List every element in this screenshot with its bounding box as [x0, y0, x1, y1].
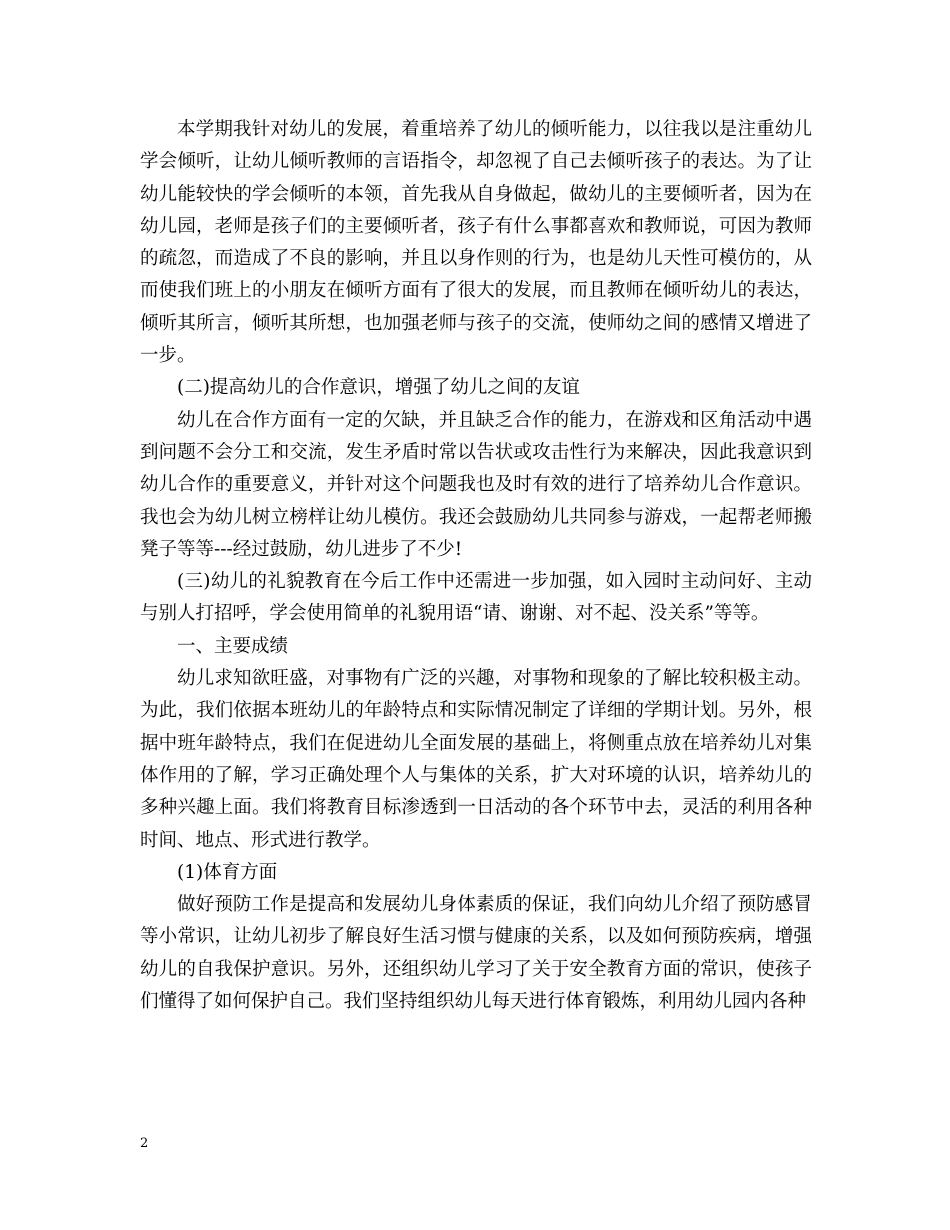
heading-physical-education: (1)体育方面: [177, 861, 278, 883]
paragraph-achievements: 幼儿求知欲旺盛，对事物有广泛的兴趣，对事物和现象的了解比较积极主动。为此，我们依据本班幼儿的年龄特点和实际情况制定了详细的学期计划。另外，根据中班年龄特点，我们在促进幼儿全面发展的基础上，将侧重点放在培养幼儿对集体作用的了解，学习正确处理个人与集体的关系，扩大对环境的认识，培养幼儿的多种兴趣上面。我们将教育目标渗透到一日活动的各个环节中去，灵活的利用各种时间、地点、形式进行教学。: [140, 668, 812, 851]
paragraph-listening: 本学期我针对幼儿的发展，着重培养了幼儿的倾听能力，以往我以是注重幼儿学会倾听，让幼儿倾听教师的言语指令，却忽视了自己去倾听孩子的表达。为了让幼儿能较快的学会倾听的本领，首先我从自身做起，做幼儿的主要倾听者，因为在幼儿园，老师是孩子们的主要倾听者，孩子有什么事都喜欢和教师说，可因为教师的疏忽，而造成了不良的影响，并且以身作则的行为，也是幼儿天性可模仿的，从而使我们班上的小朋友在倾听方面有了很大的发展，而且教师在倾听幼儿的表达，倾听其所言，倾听其所想，也加强老师与孩子的交流，使师幼之间的感情又增进了一步。: [140, 119, 812, 367]
heading-cooperation: (二)提高幼儿的合作意识，增强了幼儿之间的友谊: [177, 377, 580, 399]
paragraph-physical-education: 做好预防工作是提高和发展幼儿身体素质的保证，我们向幼儿介绍了预防感冒等小常识，让幼儿初步了解良好生活习惯与健康的关系，以及如何预防疾病，增强幼儿的自我保护意识。另外，还组织幼儿学习了关于安全教育方面的常识，使孩子们懂得了如何保护自己。我们坚持组织幼儿每天进行体育锻炼，利用幼儿园内各种: [140, 894, 812, 1013]
page-number: 2: [140, 1136, 149, 1151]
paragraph-etiquette: (三)幼儿的礼貌教育在今后工作中还需进一步加强，如入园时主动问好、主动与别人打招呼，学会使用简单的礼貌用语“请、谢谢、对不起、没关系”等等。: [140, 571, 812, 625]
body-text: [140, 114, 812, 1018]
paragraph-cooperation: 幼儿在合作方面有一定的欠缺，并且缺乏合作的能力，在游戏和区角活动中遇到问题不会分工和交流，发生矛盾时常以告状或攻击性行为来解决，因此我意识到幼儿合作的重要意义，并针对这个问题我也及时有效的进行了培养幼儿合作意识。我也会为幼儿树立榜样让幼儿模仿。我还会鼓励幼儿共同参与游戏，一起帮老师搬凳子等等---经过鼓励，幼儿进步了不少!: [140, 409, 812, 560]
heading-main-achievements: 一、主要成绩: [177, 635, 289, 657]
